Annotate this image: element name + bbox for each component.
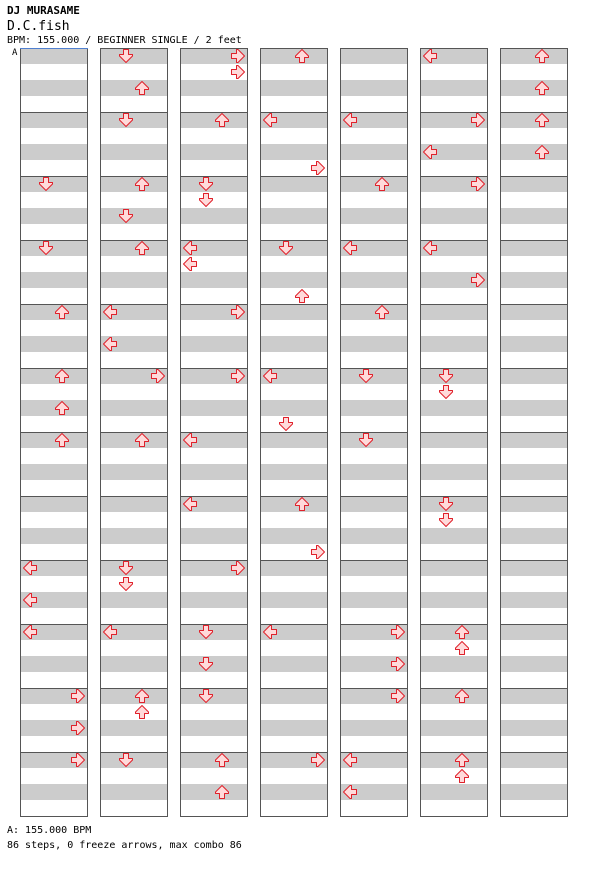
beat-band [500,112,568,128]
beat-band [100,48,168,64]
step-stats: 86 steps, 0 freeze arrows, max combo 86 [7,840,242,851]
down-arrow-icon [200,194,213,207]
beat-band [20,432,88,448]
chart-column [500,48,568,817]
beat-band [340,336,408,352]
beat-band [260,80,328,96]
beat-band [100,464,168,480]
beat-band [20,528,88,544]
beat-band [420,336,488,352]
beat-band [500,144,568,160]
beat-band [500,48,568,64]
up-arrow-icon [136,706,149,719]
beat-band [180,528,248,544]
beat-band [420,528,488,544]
beat-band [20,240,88,256]
beat-band [500,336,568,352]
beat-band [260,592,328,608]
right-arrow-icon [312,162,325,175]
beat-band [340,560,408,576]
beat-band [20,496,88,512]
beat-band [260,656,328,672]
beat-band [500,560,568,576]
bpm-marker-label: A [12,48,18,58]
beat-band [340,80,408,96]
beat-band [180,688,248,704]
beat-band [340,208,408,224]
beat-band [20,304,88,320]
beat-band [340,592,408,608]
beat-band [260,688,328,704]
beat-band [20,656,88,672]
beat-band [500,304,568,320]
beat-band [260,496,328,512]
beat-band [500,240,568,256]
beat-band [500,496,568,512]
beat-band [100,560,168,576]
beat-band [20,368,88,384]
beat-band [100,688,168,704]
beat-band [500,720,568,736]
up-arrow-icon [456,642,469,655]
beat-band [420,368,488,384]
beat-band [100,656,168,672]
down-arrow-icon [440,386,453,399]
beat-band [20,336,88,352]
beat-band [180,784,248,800]
beat-band [340,272,408,288]
beat-band [500,528,568,544]
beat-band [260,336,328,352]
beat-band [340,48,408,64]
beat-band [180,144,248,160]
beat-band [180,464,248,480]
beat-band [100,592,168,608]
beat-band [180,592,248,608]
beat-band [260,528,328,544]
beat-band [20,464,88,480]
beat-band [20,208,88,224]
beat-band [20,272,88,288]
beat-band [340,368,408,384]
chart-info: BPM: 155.000 / BEGINNER SINGLE / 2 feet [7,35,242,46]
beat-band [420,208,488,224]
beat-band [180,112,248,128]
down-arrow-icon [280,418,293,431]
beat-band [100,240,168,256]
beat-band [500,688,568,704]
beat-band [340,304,408,320]
beat-band [100,80,168,96]
beat-band [340,432,408,448]
beat-band [500,176,568,192]
chart-column [420,48,488,817]
beat-band [20,400,88,416]
beat-band [500,592,568,608]
beat-band [420,592,488,608]
beat-band [180,752,248,768]
beat-band [340,144,408,160]
beat-band [180,656,248,672]
beat-band [100,496,168,512]
beat-band [180,400,248,416]
beat-band [180,624,248,640]
up-arrow-icon [296,290,309,303]
beat-band [420,624,488,640]
beat-band [180,176,248,192]
beat-band [260,304,328,320]
song-title: D.C.fish [7,19,70,34]
beat-band [340,720,408,736]
chart-column [180,48,248,817]
beat-band [500,752,568,768]
beat-band [260,400,328,416]
beat-band [340,176,408,192]
beat-band [20,176,88,192]
beat-band [420,784,488,800]
beat-band [260,784,328,800]
beat-band [420,304,488,320]
beat-band [420,432,488,448]
beat-band [420,560,488,576]
beat-band [420,400,488,416]
beat-band [500,784,568,800]
beat-band [420,496,488,512]
down-arrow-icon [120,578,133,591]
beat-band [260,176,328,192]
beat-band [500,624,568,640]
beat-band [260,464,328,480]
beat-band [500,656,568,672]
beat-band [260,48,328,64]
beat-band [420,688,488,704]
beat-band [340,496,408,512]
chart-column [100,48,168,817]
beat-band [500,208,568,224]
beat-band [20,48,88,64]
artist-name: DJ MURASAME [7,4,80,17]
beat-band [420,752,488,768]
beat-band [420,720,488,736]
down-arrow-icon [440,514,453,527]
beat-band [260,240,328,256]
beat-band [20,80,88,96]
beat-band [260,720,328,736]
beat-band [100,144,168,160]
bpm-legend: A: 155.000 BPM [7,825,92,836]
beat-band [100,752,168,768]
beat-band [100,208,168,224]
beat-band [260,272,328,288]
beat-band [100,784,168,800]
beat-band [100,112,168,128]
beat-band [500,400,568,416]
beat-band [500,368,568,384]
beat-band [420,464,488,480]
beat-band [100,720,168,736]
beat-band [500,464,568,480]
beat-band [420,656,488,672]
beat-band [260,144,328,160]
beat-band [100,432,168,448]
beat-band [420,80,488,96]
beat-band [260,208,328,224]
beat-band [180,272,248,288]
up-arrow-icon [456,770,469,783]
right-arrow-icon [232,66,245,79]
beat-band [180,208,248,224]
beat-band [100,400,168,416]
right-arrow-icon [312,546,325,559]
beat-band [20,112,88,128]
beat-band [20,144,88,160]
beat-band [20,784,88,800]
left-arrow-icon [184,258,197,271]
beat-band [260,560,328,576]
beat-band [340,528,408,544]
beat-band [100,176,168,192]
beat-band [500,432,568,448]
beat-band [500,272,568,288]
beat-band [340,400,408,416]
beat-band [500,80,568,96]
beat-band [180,720,248,736]
beat-band [340,464,408,480]
beat-band [260,432,328,448]
beat-band [100,272,168,288]
beat-band [180,336,248,352]
beat-band [180,80,248,96]
beat-band [100,528,168,544]
